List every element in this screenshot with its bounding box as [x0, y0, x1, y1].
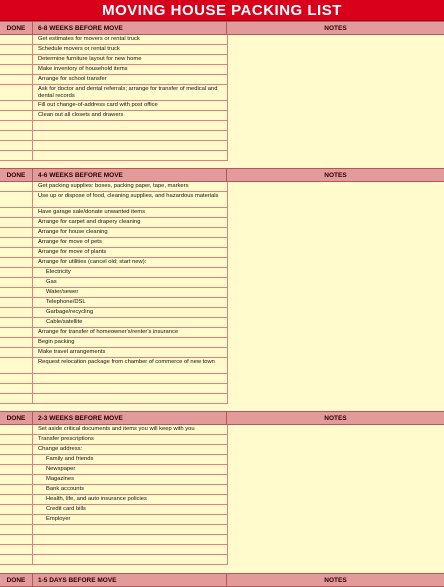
- done-checkbox-cell[interactable]: [0, 465, 32, 475]
- done-checkbox-cell[interactable]: [0, 348, 32, 358]
- done-column: [0, 425, 33, 565]
- section-spacer: [0, 565, 444, 573]
- task-item: Telephone/DSL: [33, 298, 227, 308]
- done-checkbox-cell[interactable]: [0, 258, 32, 268]
- done-checkbox-cell[interactable]: [0, 455, 32, 465]
- done-checkbox-cell[interactable]: [0, 182, 32, 192]
- task-item: Have garage sale/donate unwanted items: [33, 208, 227, 218]
- task-item: Arrange for transfer of homeowner's/renter's insurance: [33, 328, 227, 338]
- notes-column-header: NOTES: [324, 414, 347, 422]
- task-item: [33, 545, 227, 555]
- task-item: [33, 374, 227, 384]
- done-checkbox-cell[interactable]: [0, 358, 32, 374]
- task-item: Set aside critical documents and items you will keep with you: [33, 425, 227, 435]
- done-checkbox-cell[interactable]: [0, 278, 32, 288]
- section-title: 4-6 WEEKS BEFORE MOVE: [33, 169, 227, 181]
- page-title: MOVING HOUSE PACKING LIST: [0, 0, 444, 21]
- task-item: [33, 525, 227, 535]
- done-checkbox-cell[interactable]: [0, 111, 32, 121]
- task-item: Credit card bills: [33, 505, 227, 515]
- task-item: [33, 535, 227, 545]
- done-checkbox-cell[interactable]: [0, 338, 32, 348]
- done-column: [0, 182, 33, 404]
- done-checkbox-cell[interactable]: [0, 298, 32, 308]
- done-checkbox-cell[interactable]: [0, 535, 32, 545]
- section-title: 1-5 DAYS BEFORE MOVE: [33, 574, 227, 586]
- task-item: [33, 394, 227, 404]
- task-item: Begin packing: [33, 338, 227, 348]
- task-item: [33, 121, 227, 131]
- done-checkbox-cell[interactable]: [0, 151, 32, 161]
- task-item: Change address:: [33, 445, 227, 455]
- done-checkbox-cell[interactable]: [0, 268, 32, 278]
- task-column: [33, 35, 228, 161]
- task-column: [33, 182, 228, 404]
- task-item: [33, 555, 227, 565]
- done-checkbox-cell[interactable]: [0, 545, 32, 555]
- task-item: Employer: [33, 515, 227, 525]
- section-body: [0, 35, 444, 161]
- section-header: [0, 21, 444, 35]
- task-item: Arrange for move of plants: [33, 248, 227, 258]
- sections-container: [0, 21, 444, 587]
- done-checkbox-cell[interactable]: [0, 505, 32, 515]
- done-checkbox-cell[interactable]: [0, 75, 32, 85]
- task-item: Magazines: [33, 475, 227, 485]
- done-checkbox-cell[interactable]: [0, 374, 32, 384]
- done-checkbox-cell[interactable]: [0, 85, 32, 101]
- done-checkbox-cell[interactable]: [0, 101, 32, 111]
- task-item: Newspaper: [33, 465, 227, 475]
- task-item: Transfer prescriptions: [33, 435, 227, 445]
- section-title: 6-8 WEEKS BEFORE MOVE: [33, 22, 227, 34]
- task-item: Make inventory of household items: [33, 65, 227, 75]
- done-checkbox-cell[interactable]: [0, 141, 32, 151]
- done-checkbox-cell[interactable]: [0, 445, 32, 455]
- notes-column-header: NOTES: [324, 24, 347, 32]
- done-checkbox-cell[interactable]: [0, 328, 32, 338]
- done-checkbox-cell[interactable]: [0, 45, 32, 55]
- task-item: Health, life, and auto insurance policies: [33, 495, 227, 505]
- task-item: Garbage/recycling: [33, 308, 227, 318]
- done-checkbox-cell[interactable]: [0, 475, 32, 485]
- done-column-header: DONE: [0, 22, 33, 34]
- done-checkbox-cell[interactable]: [0, 515, 32, 525]
- done-checkbox-cell[interactable]: [0, 248, 32, 258]
- done-checkbox-cell[interactable]: [0, 425, 32, 435]
- section-title: 2-3 WEEKS BEFORE MOVE: [33, 412, 227, 424]
- task-item: Arrange for carpet and drapery cleaning: [33, 218, 227, 228]
- section-header: [0, 411, 444, 425]
- task-item: [33, 131, 227, 141]
- task-item: Arrange for utilities (cancel old; start new):: [33, 258, 227, 268]
- done-checkbox-cell[interactable]: [0, 131, 32, 141]
- section-spacer: [0, 404, 444, 411]
- task-item: Arrange for house cleaning: [33, 228, 227, 238]
- task-item: [33, 151, 227, 161]
- done-column-header: DONE: [0, 412, 33, 424]
- done-checkbox-cell[interactable]: [0, 65, 32, 75]
- done-checkbox-cell[interactable]: [0, 228, 32, 238]
- task-item: Gas: [33, 278, 227, 288]
- task-item: Water/sewer: [33, 288, 227, 298]
- done-checkbox-cell[interactable]: [0, 238, 32, 248]
- done-checkbox-cell[interactable]: [0, 495, 32, 505]
- done-column-header: DONE: [0, 574, 33, 586]
- task-item: Clean out all closets and drawers: [33, 111, 227, 121]
- section-header: [0, 573, 444, 587]
- task-item: [33, 384, 227, 394]
- task-item: Ask for doctor and dental referrals; arrange for transfer of medical and dental records: [33, 85, 227, 101]
- notes-column-header: NOTES: [324, 576, 347, 584]
- done-checkbox-cell[interactable]: [0, 35, 32, 45]
- task-item: Determine furniture layout for new home: [33, 55, 227, 65]
- task-item: Family and friends: [33, 455, 227, 465]
- section-body: [0, 182, 444, 404]
- done-checkbox-cell[interactable]: [0, 218, 32, 228]
- task-item: Bank accounts: [33, 485, 227, 495]
- section-header: [0, 168, 444, 182]
- done-checkbox-cell[interactable]: [0, 208, 32, 218]
- task-item: Use up or dispose of food, cleaning supplies, and hazardous materials: [33, 192, 227, 208]
- task-item: [33, 141, 227, 151]
- task-item: Get estimates for movers or rental truck: [33, 35, 227, 45]
- done-checkbox-cell[interactable]: [0, 525, 32, 535]
- section-spacer: [0, 161, 444, 168]
- done-checkbox-cell[interactable]: [0, 394, 32, 404]
- done-checkbox-cell[interactable]: [0, 308, 32, 318]
- task-item: Request relocation package from chamber of commerce of new town: [33, 358, 227, 374]
- task-item: Electricity: [33, 268, 227, 278]
- done-column-header: DONE: [0, 169, 33, 181]
- done-checkbox-cell[interactable]: [0, 318, 32, 328]
- task-column: [33, 425, 228, 565]
- notes-area[interactable]: [228, 35, 444, 161]
- task-item: Fill out change-of-address card with post office: [33, 101, 227, 111]
- notes-column-header: NOTES: [324, 171, 347, 179]
- done-checkbox-cell[interactable]: [0, 288, 32, 298]
- done-column: [0, 35, 33, 161]
- task-item: Arrange for school transfer: [33, 75, 227, 85]
- section-body: [0, 425, 444, 565]
- notes-area[interactable]: [228, 182, 444, 404]
- done-checkbox-cell[interactable]: [0, 485, 32, 495]
- done-checkbox-cell[interactable]: [0, 435, 32, 445]
- notes-area[interactable]: [228, 425, 444, 565]
- done-checkbox-cell[interactable]: [0, 55, 32, 65]
- task-item: Get packing supplies: boxes, packing paper, tape, markers: [33, 182, 227, 192]
- done-checkbox-cell[interactable]: [0, 121, 32, 131]
- task-item: Schedule movers or rental truck: [33, 45, 227, 55]
- task-item: Cable/satellite: [33, 318, 227, 328]
- done-checkbox-cell[interactable]: [0, 384, 32, 394]
- task-item: Arrange for move of pets: [33, 238, 227, 248]
- done-checkbox-cell[interactable]: [0, 192, 32, 208]
- done-checkbox-cell[interactable]: [0, 555, 32, 565]
- task-item: Make travel arrangements: [33, 348, 227, 358]
